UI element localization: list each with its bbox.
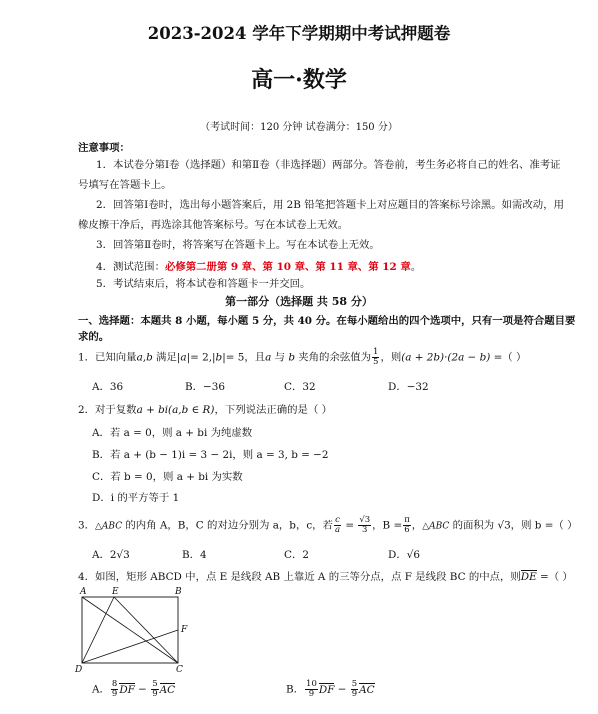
q3-option-d: D．√6 xyxy=(388,549,420,561)
q4-optA-f2-num: 5 xyxy=(152,679,158,689)
q1-bracket: （ ） xyxy=(502,351,527,364)
q4-optB-frac-1 xyxy=(305,680,318,699)
q1-frac-den: 5 xyxy=(373,357,379,367)
notice-item-4-range: 必修第二册第 9 章、第 10 章、第 11 章、第 12 章 xyxy=(164,261,411,273)
q1-text-g: = 5，且 xyxy=(225,351,266,364)
q4-optA-f1-den: 9 xyxy=(111,689,118,699)
q1-text-a: 1．已知向量 xyxy=(78,351,137,364)
q1-vec-b: b xyxy=(146,351,153,364)
q1-text-j: ，则 xyxy=(380,351,402,364)
q4-optB-f1-den: 9 xyxy=(308,689,315,699)
q2-stem xyxy=(78,401,332,416)
q3-text-f: ， xyxy=(411,519,423,532)
q3-option-a: A．2√3 xyxy=(92,549,130,561)
q3-text-h: 的面积为 √3，则 b =（ ） xyxy=(449,519,578,532)
notice-item-2-line-2: 橡皮擦干净后，再选涂其他答案标号。写在本试卷上无效。 xyxy=(78,219,349,231)
notice-item-3: 3．回答第Ⅱ卷时，将答案写在答题卡上。写在本试卷上无效。 xyxy=(96,239,380,251)
q1-text-c: , xyxy=(142,351,147,364)
q1-option-c: C．32 xyxy=(284,381,316,393)
q1-vec-b-2: b xyxy=(288,351,295,364)
label-e: E xyxy=(112,587,119,597)
q1-text-h: 与 xyxy=(271,351,289,364)
q4-text-c: =（ ） xyxy=(536,571,573,583)
q1-abs-b: b xyxy=(215,351,223,364)
q2-complex: a + bi(a,b ∈ R) xyxy=(136,404,215,416)
q4-optB-minus: − xyxy=(334,683,350,696)
q3-triangle-2: △ABC xyxy=(422,521,450,532)
q1-option-b: B．−36 xyxy=(185,381,225,393)
q3-f2-den: 3 xyxy=(362,525,368,535)
q1-abs-a: a xyxy=(180,351,187,364)
q1-fraction xyxy=(372,348,379,367)
q1-text-f: = 2, xyxy=(190,351,213,364)
notice-item-4-prefix: 4．测试范围： xyxy=(96,261,165,273)
segment-df xyxy=(82,630,178,663)
q4-optA-vec-ac: AC xyxy=(159,683,176,696)
exam-info: （考试时间：120 分钟 试卷满分：150 分） xyxy=(200,122,398,133)
q4-optB-frac-2 xyxy=(351,680,358,699)
q1-text-i: 夹角的余弦值为 xyxy=(294,351,372,364)
exam-subject: 高一·数学 xyxy=(251,67,347,93)
q3-text-e: ，B = xyxy=(372,519,403,532)
segment-ac xyxy=(82,597,178,663)
q4-optB-f1-num: 10 xyxy=(306,679,317,689)
q3-stem xyxy=(78,516,578,535)
q4-vector-de: DE xyxy=(520,571,537,583)
q1-vec-a: a xyxy=(136,351,143,364)
q2-text-c: ，下列说法正确的是（ ） xyxy=(214,404,333,416)
q3-triangle: △ABC xyxy=(95,521,123,532)
q2-option-a: A．若 a = 0，则 a + bi 为纯虚数 xyxy=(92,427,253,439)
section-instructions: 一、选择题：本题共 8 小题，每小题 5 分，共 40 分。在每小题给出的四个选项中，只有一项是符合题目要求的。 xyxy=(78,315,576,343)
q4-stem xyxy=(78,568,573,583)
q4-optA-minus: − xyxy=(134,683,151,696)
q4-optB-letter: B． xyxy=(286,683,305,696)
q4-optB-f2-num: 5 xyxy=(351,679,358,689)
q3-fraction-2 xyxy=(358,516,371,535)
q4-optA-f2-den: 9 xyxy=(152,689,158,699)
q3-option-c: C．2 xyxy=(284,549,309,561)
q3-fraction-1 xyxy=(334,516,341,535)
q1-option-a: A．36 xyxy=(92,381,124,393)
q2-option-d: D．i 的平方等于 1 xyxy=(92,492,180,504)
q1-vec-a-2: a xyxy=(265,351,272,364)
q3-text-a: 3． xyxy=(78,519,96,532)
label-c: C xyxy=(176,665,183,675)
q4-optA-vec-df: DF xyxy=(119,683,135,696)
notice-item-5: 5．考试结束后，将本试卷和答题卡一并交回。 xyxy=(96,278,311,290)
segment-de xyxy=(82,597,114,663)
q4-optA-letter: A． xyxy=(92,683,110,696)
rectangle-diagram xyxy=(72,586,202,676)
q4-optB-vec-ac: AC xyxy=(359,683,375,696)
q2-option-b: B．若 a + (b − 1)i = 3 − 2i，则 a = 3, b = −2 xyxy=(92,449,329,461)
q3-text-c: 的内角 A，B，C 的对边分别为 a，b，c，若 xyxy=(122,519,333,532)
q4-option-a xyxy=(92,680,175,699)
q1-stem: 1．已知向量a,b 满足|a|= 2,|b|= 5，且a 与 b 夹角的余弦值为 $\frac{1}{5}$ ，则(a + 2b)·(2a − b) =（ ） xyxy=(78,347,527,367)
q4-optA-f1-num: 8 xyxy=(111,679,118,689)
q3-f1-num: c xyxy=(335,515,340,525)
q1-frac-num: 1 xyxy=(373,347,379,357)
q3-f1-den: a xyxy=(334,525,341,535)
q4-optB-f2-den: 9 xyxy=(351,689,358,699)
q3-text-d: = xyxy=(342,519,358,532)
q4-optB-vec-df: DF xyxy=(318,683,335,696)
label-f: F xyxy=(181,625,188,635)
q1-expression: (a + 2b)·(2a − b) = xyxy=(401,351,503,364)
q4-text-a: 4．如图，矩形 ABCD 中，点 E 是线段 AB 上靠近 A 的三等分点，点 F 是线段 BC 的中点，则 xyxy=(78,571,521,583)
segment-ec xyxy=(114,597,178,663)
notice-item-1-line-1: 1．本试卷分第Ⅰ卷（选择题）和第Ⅱ卷（非选择题）两部分。答卷前，考生务必将自己的姓名、准考证 xyxy=(96,159,561,171)
exam-title: 2023-2024 学年下学期期中考试押题卷 xyxy=(147,24,451,43)
q3-f3-den: 6 xyxy=(404,525,410,535)
label-d: D xyxy=(75,665,83,675)
notice-item-2 xyxy=(78,195,576,235)
q3-option-b: B．4 xyxy=(182,549,207,561)
label-a: A xyxy=(80,587,87,597)
q3-f3-num: π xyxy=(404,515,410,525)
q4-optA-frac-1 xyxy=(111,680,118,699)
notice-heading: 注意事项： xyxy=(78,142,130,154)
q2-option-c: C．若 b = 0，则 a + bi 为实数 xyxy=(92,471,243,483)
notice-item-1-line-2: 号填写在答题卡上。 xyxy=(78,179,172,191)
q3-fraction-3 xyxy=(403,516,411,535)
q1-option-d: D．−32 xyxy=(388,381,429,393)
notice-item-1 xyxy=(78,155,576,195)
q2-text-a: 2．对于复数 xyxy=(78,404,137,416)
q4-optA-frac-2 xyxy=(151,680,158,699)
q4-option-b xyxy=(286,680,375,699)
label-b: B xyxy=(175,587,182,597)
notice-item-2-line-1: 2．回答第Ⅰ卷时，选出每小题答案后，用 2B 铅笔把答题卡上对应题目的答案标号涂黑。如需改动，用 xyxy=(96,199,564,211)
notice-item-4-suffix: 。 xyxy=(410,261,422,273)
section-title: 第一部分（选择题 共 58 分） xyxy=(225,295,373,308)
q1-text-e: 满足 xyxy=(152,351,177,364)
q3-f2-num: √3 xyxy=(359,515,371,525)
